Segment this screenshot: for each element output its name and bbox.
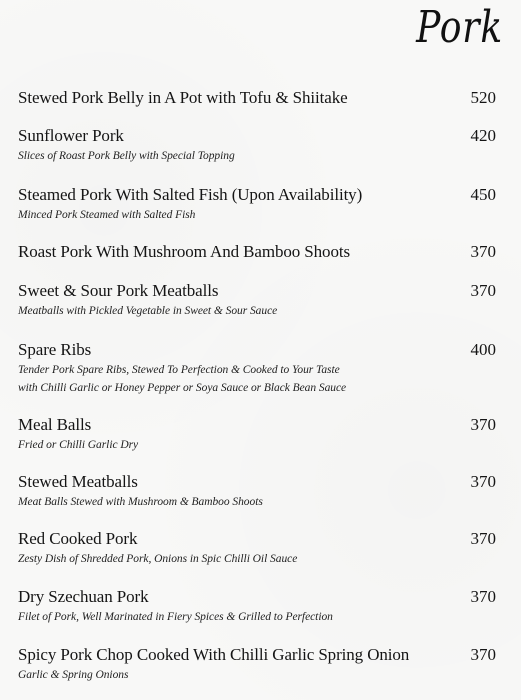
item-price: 370 — [470, 587, 496, 606]
menu-item — [18, 472, 496, 511]
item-description: Garlic & Spring Onions — [18, 669, 129, 681]
menu-item — [18, 587, 496, 626]
menu-item — [18, 415, 496, 454]
menu-item — [18, 340, 496, 397]
item-name: Red Cooked Pork — [18, 529, 138, 548]
item-price: 370 — [470, 529, 496, 548]
menu-item — [18, 645, 496, 684]
item-price: 370 — [470, 242, 496, 261]
item-price: 520 — [470, 88, 496, 107]
item-name: Spicy Pork Chop Cooked With Chilli Garlic Spring Onion — [18, 645, 410, 664]
item-price: 420 — [470, 126, 496, 145]
item-description: Minced Pork Steamed with Salted Fish — [18, 209, 196, 221]
item-price: 450 — [470, 185, 496, 204]
item-price: 400 — [470, 340, 496, 359]
item-description: Filet of Pork, Well Marinated in Fiery Spices & Grilled to Perfection — [18, 611, 333, 623]
item-name: Steamed Pork With Salted Fish (Upon Availability) — [18, 185, 363, 204]
item-name: Stewed Pork Belly in A Pot with Tofu & Shiitake — [18, 88, 348, 107]
item-name: Stewed Meatballs — [18, 472, 138, 491]
item-name: Dry Szechuan Pork — [18, 587, 149, 606]
item-description: Meatballs with Pickled Vegetable in Sweet & Sour Sauce — [18, 305, 278, 317]
menu-item — [18, 185, 496, 224]
menu-item — [18, 126, 496, 165]
item-price: 370 — [470, 472, 496, 491]
item-name: Meal Balls — [18, 415, 92, 434]
menu-item — [18, 281, 496, 320]
item-description: Fried or Chilli Garlic Dry — [18, 439, 139, 451]
item-name: Roast Pork With Mushroom And Bamboo Shoots — [18, 242, 350, 261]
section-title: Pork — [416, 2, 503, 53]
item-description: Meat Balls Stewed with Mushroom & Bamboo Shoots — [18, 496, 263, 508]
item-description: Tender Pork Spare Ribs, Stewed To Perfection & Cooked to Your Taste — [18, 364, 340, 376]
item-price: 370 — [470, 645, 496, 664]
item-price: 370 — [470, 281, 496, 300]
item-name: Sweet & Sour Pork Meatballs — [18, 281, 219, 300]
menu-item — [18, 242, 496, 262]
menu-item — [18, 529, 496, 568]
item-description: Zesty Dish of Shredded Pork, Onions in Spic Chilli Oil Sauce — [18, 553, 298, 565]
item-name: Sunflower Pork — [18, 126, 124, 145]
item-name: Spare Ribs — [18, 340, 92, 359]
menu-item — [18, 88, 496, 108]
item-price: 370 — [470, 415, 496, 434]
item-description: Slices of Roast Pork Belly with Special Topping — [18, 150, 235, 162]
item-description-line: with Chilli Garlic or Honey Pepper or Soya Sauce or Black Bean Sauce — [18, 382, 347, 394]
